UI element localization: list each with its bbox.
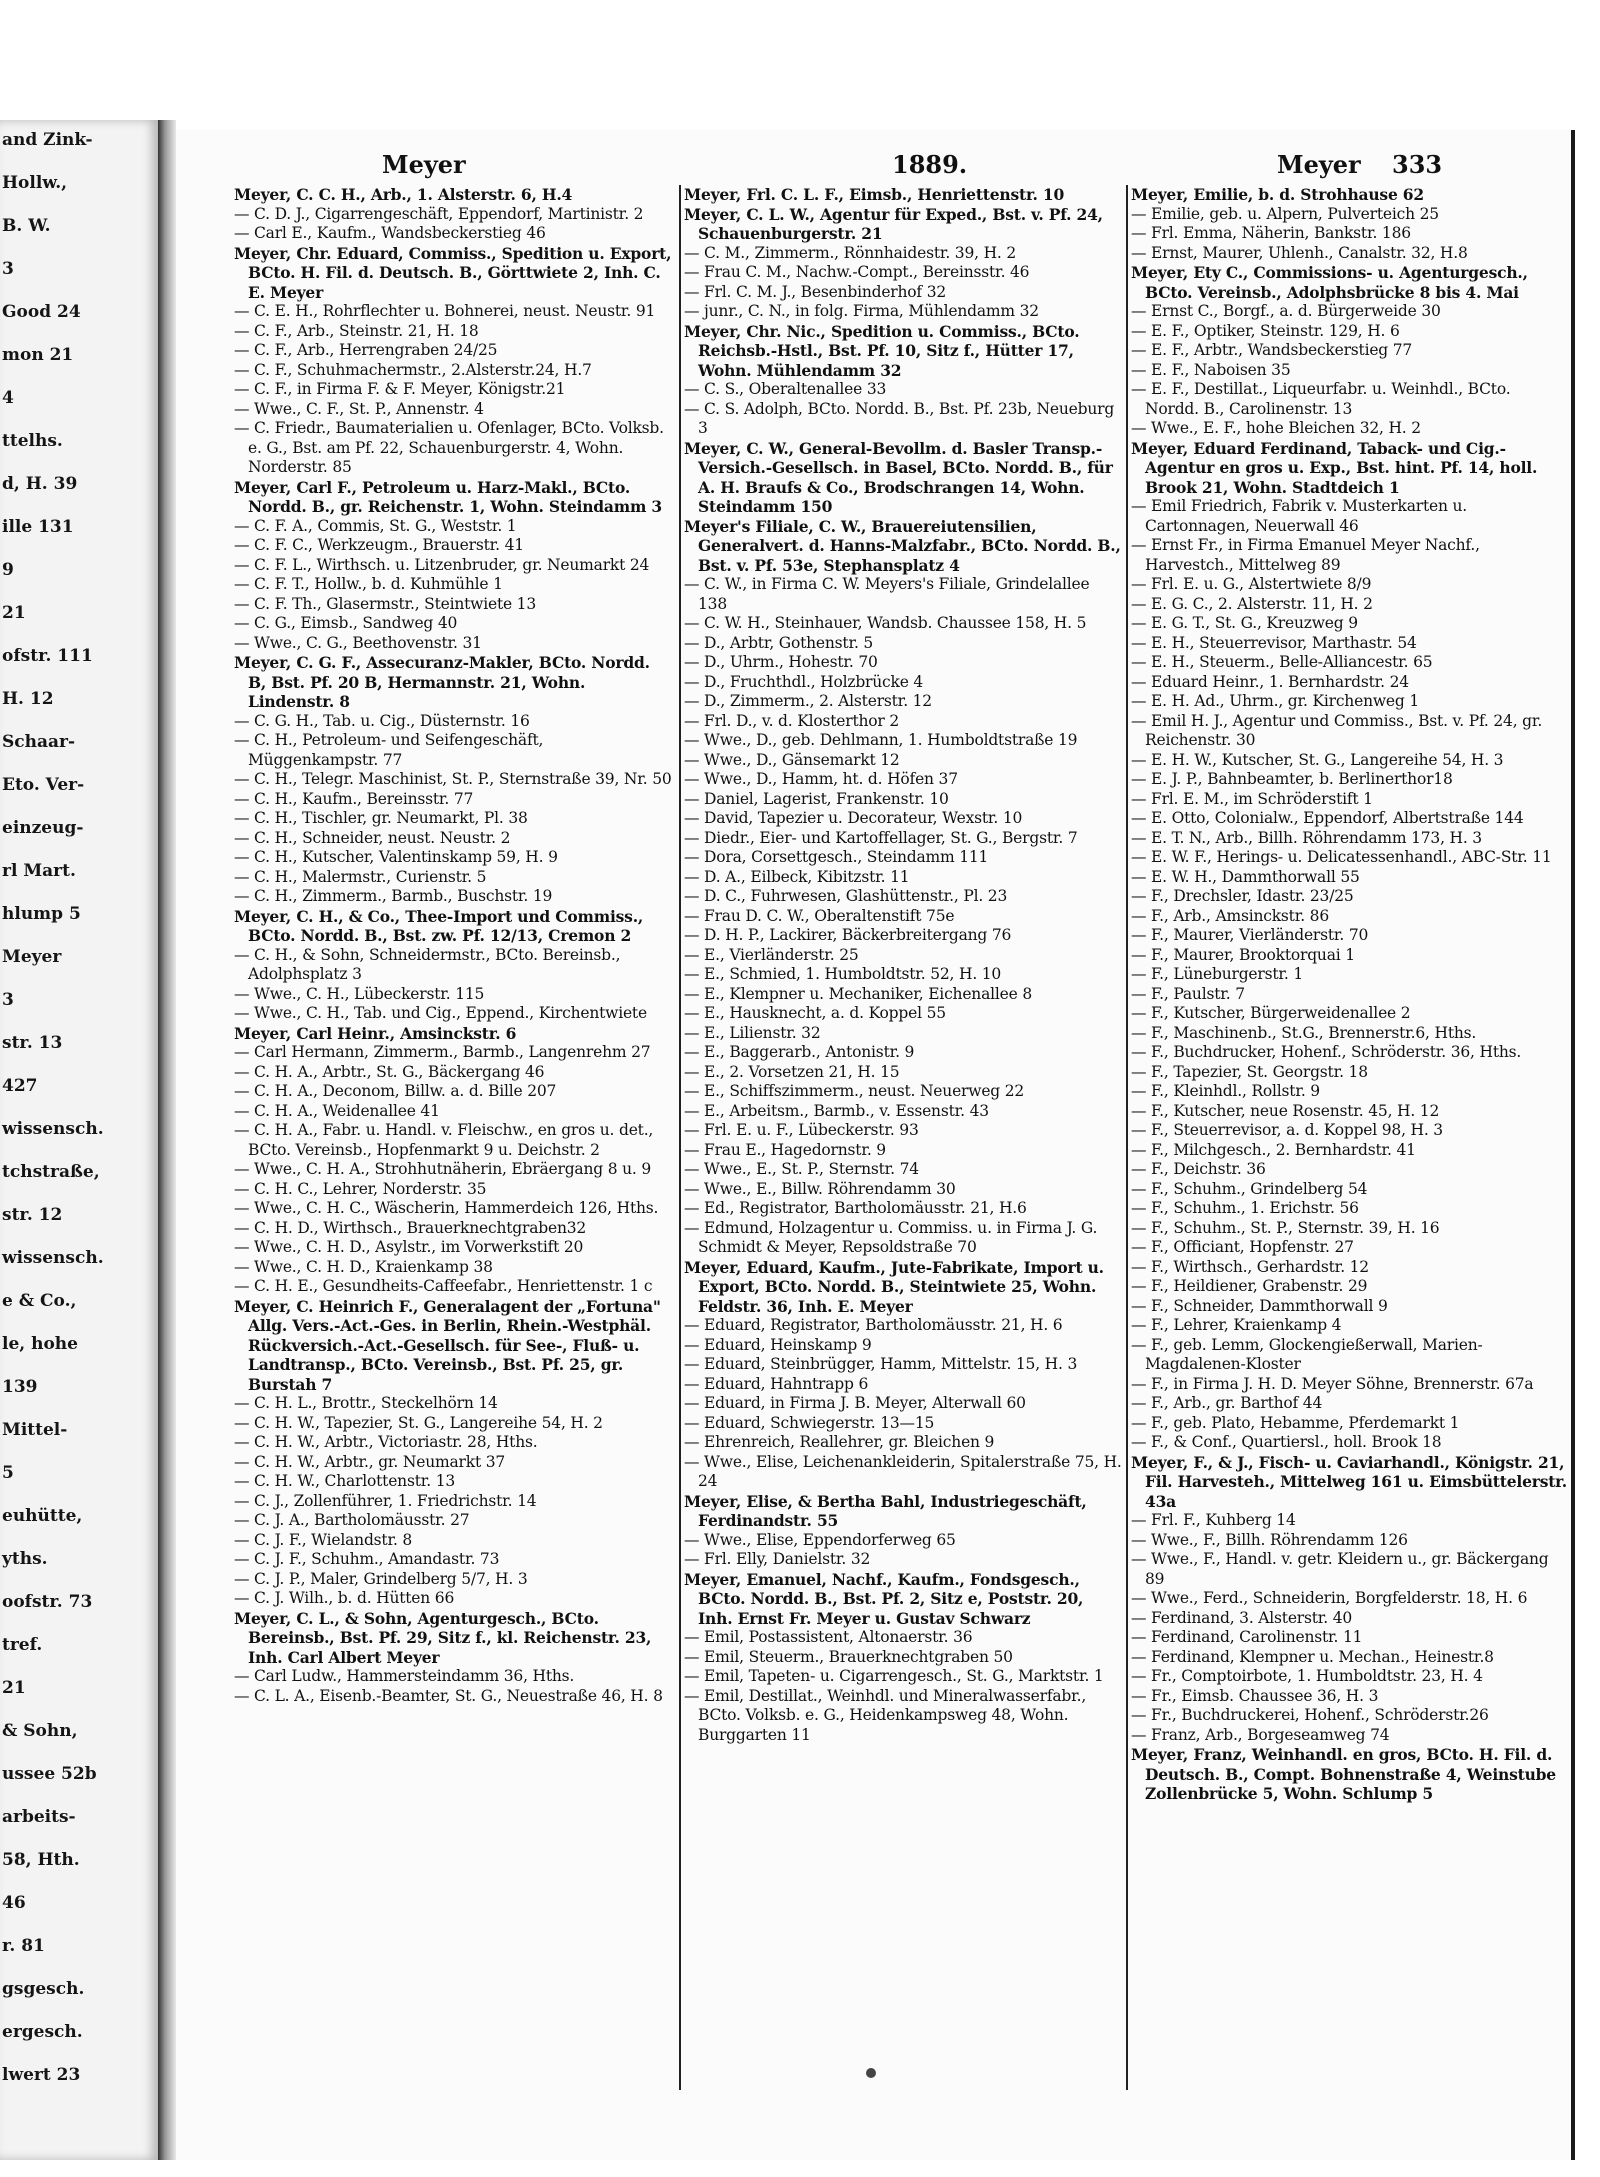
directory-entry: — E. H. W., Kutscher, St. G., Langereihe 54, H. 3 [1131,750,1504,769]
directory-entry: — C. J. F., Schuhm., Amandastr. 73 [234,1550,500,1568]
left-page-text-fragment: Meyer [2,947,62,967]
directory-entry: — Frl. D., v. d. Klosterthor 2 [684,711,899,730]
left-page-text-fragment: 4 [2,388,14,408]
entries-column-1 [234,185,672,1706]
directory-entry: — E., Hausknecht, a. d. Koppel 55 [684,1004,946,1022]
directory-entry: — C. J., Zollenführer, 1. Friedrichstr. 14 [234,1491,537,1510]
directory-entry: — F., Milchgesch., 2. Bernhardstr. 41 [1131,1140,1416,1159]
directory-entry: — C. H. W., Arbtr., gr. Neumarkt 37 [234,1452,506,1471]
directory-entry: — E. F., Naboisen 35 [1131,360,1291,379]
directory-entry: — D., Fruchthdl., Holzbrücke 4 [684,672,924,691]
directory-entry: — C. J. F., Wielandstr. 8 [234,1530,413,1549]
directory-entry: — Fr., Eimsb. Chaussee 36, H. 3 [1131,1686,1379,1705]
directory-entry: — C. S. Adolph, BCto. Nordd. B., Bst. Pf. 23b, Neueburg 3 [684,399,1115,437]
directory-entry: — C. F. T., Hollw., b. d. Kuhmühle 1 [234,575,503,593]
directory-entry: — E., Lilienstr. 32 [684,1023,821,1042]
left-page-text-fragment: gsgesch. [2,1979,85,1999]
running-head-right: Meyer [1277,150,1361,179]
directory-entry: — Frl. Elly, Danielstr. 32 [684,1550,871,1568]
directory-entry: — Wwe., C. H. C., Wäscherin, Hammerdeich 126, Hths. [234,1199,659,1217]
directory-entry-head: Meyer, Ety C., Commissions- u. Agenturgesch., BCto. Vereinsb., Adolphsbrücke 8 bis 4. Mai [1131,263,1528,302]
left-page-text-fragment: e & Co., [2,1291,77,1311]
directory-entry: — C. H. D., Wirthsch., Brauerknechtgraben32 [234,1218,587,1237]
directory-entry: — Emil Friedrich, Fabrik v. Musterkarten u. Cartonnagen, Neuerwall 46 [1131,497,1467,535]
directory-entry: — E., Schmied, 1. Humboldtstr. 52, H. 10 [684,965,1002,983]
directory-entry: — D. A., Eilbeck, Kibitzstr. 11 [684,867,910,886]
column-divider [1126,185,1128,2090]
left-page-text-fragment: d, H. 39 [2,474,78,494]
directory-entry: — Ehrenreich, Reallehrer, gr. Bleichen 9 [684,1433,995,1451]
directory-entry: — E., 2. Vorsetzen 21, H. 15 [684,1062,900,1081]
directory-entry: — Wwe., F., Billh. Röhrendamm 126 [1131,1530,1408,1549]
left-page-text-fragment: euhütte, [2,1506,83,1526]
directory-entry: — junr., C. N., in folg. Firma, Mühlendamm 32 [684,302,1039,320]
directory-entry: — Wwe., D., Hamm, ht. d. Höfen 37 [684,770,958,788]
left-page-text-fragment: Schaar- [2,732,76,752]
directory-entry: — Ferdinand, Klempner u. Mechan., Heinestr.8 [1131,1647,1494,1666]
directory-entry: — Eduard, Schwiegerstr. 13—15 [684,1413,935,1432]
directory-entry: — Carl Hermann, Zimmerm., Barmb., Langenrehm 27 [234,1043,651,1061]
left-page-text-fragment: wissensch. [2,1248,104,1268]
left-page-text-fragment: arbeits- [2,1807,76,1827]
left-page-text-fragment: ergesch. [2,2022,83,2042]
directory-entry: — Wwe., Elise, Leichenankleiderin, Spitalerstraße 75, H. 24 [684,1452,1122,1490]
directory-entry: — Emilie, geb. u. Alpern, Pulverteich 25 [1131,204,1439,223]
directory-entry: — F., Arb., Amsinckstr. 86 [1131,906,1329,925]
directory-entry: — F., Schneider, Dammthorwall 9 [1131,1296,1388,1315]
directory-entry: — D., Uhrm., Hohestr. 70 [684,653,878,671]
directory-entry: — Frl. E. u. G., Alstertwiete 8/9 [1131,575,1372,593]
directory-entry: — C. F. C., Werkzeugm., Brauerstr. 41 [234,536,524,554]
directory-entry: — E. F., Arbtr., Wandsbeckerstieg 77 [1131,341,1413,359]
left-page-text-fragment: le, hohe [2,1334,78,1354]
directory-entry: — Ferdinand, 3. Alsterstr. 40 [1131,1608,1353,1627]
directory-entry: — F., Paulstr. 7 [1131,984,1245,1003]
directory-entry: — F., Maurer, Brooktorquai 1 [1131,945,1355,964]
directory-entry: — Wwe., D., geb. Dehlmann, 1. Humboldtstraße 19 [684,731,1078,749]
directory-entry: — Carl E., Kaufm., Wandsbeckerstieg 46 [234,224,546,242]
directory-entry: — D., Zimmerm., 2. Alsterstr. 12 [684,692,932,710]
directory-entry: — Ferdinand, Carolinenstr. 11 [1131,1628,1363,1646]
directory-entry: — E., Klempner u. Mechaniker, Eichenallee 8 [684,984,1032,1003]
directory-entry: — F., Drechsler, Idastr. 23/25 [1131,887,1354,905]
directory-entry: — F., geb. Lemm, Glockengießerwall, Marien-Magdalenen-Kloster [1131,1335,1483,1373]
left-page-text-fragment: r. 81 [2,1936,45,1956]
directory-entry: — F., Wirthsch., Gerhardstr. 12 [1131,1257,1369,1276]
directory-entry-head: Meyer, Frl. C. L. F., Eimsb., Henriettenstr. 10 [684,185,1065,204]
running-head-left: Meyer [382,150,466,179]
directory-entry: — Ed., Registrator, Bartholomäusstr. 21, H.6 [684,1199,1027,1217]
directory-entry: — C. F. Th., Glasermstr., Steintwiete 13 [234,594,537,613]
left-page-text-fragment: einzeug- [2,818,84,838]
left-page-text-fragment: B. W. [2,216,51,236]
left-page-text-fragment: 427 [2,1076,38,1096]
directory-entry-head: Meyer, Emilie, b. d. Strohhause 62 [1131,185,1424,204]
directory-entry-head: Meyer, F., & J., Fisch- u. Caviarhandl., Königstr. 21, Fil. Harvesteh., Mittelweg 161 u. Eimsbüttelerstr. 43a [1131,1452,1567,1511]
directory-entry: — Wwe., C. H., Lübeckerstr. 115 [234,984,485,1003]
directory-entry: — C. F., Schuhmachermstr., 2.Alsterstr.24, H.7 [234,360,592,379]
directory-entry: — David, Tapezier u. Decorateur, Wexstr. 10 [684,809,1023,827]
left-page-text-fragment: Eto. Ver- [2,775,85,795]
year-heading: 1889. [892,150,968,179]
directory-entry: — Emil, Tapeten- u. Cigarrengesch., St. G., Marktstr. 1 [684,1667,1104,1685]
directory-entry: — C. H. L., Brottr., Steckelhörn 14 [234,1394,498,1412]
directory-entry: — F., Kutscher, Bürgerweidenallee 2 [1131,1004,1411,1022]
directory-entry: — Wwe., C. H. A., Strohhutnäherin, Ebräergang 8 u. 9 [234,1160,651,1178]
directory-entry-head: Meyer, Emanuel, Nachf., Kaufm., Fondsgesch., BCto. Nordd. B., Bst. Pf. 2, Sitz e, Poststr. 20, Inh. Ernst Fr. Meyer u. Gustav Schwarz [684,1569,1084,1628]
directory-entry: — F., Heildiener, Grabenstr. 29 [1131,1277,1368,1295]
left-page-text-fragment: lwert 23 [2,2065,81,2085]
directory-entry: — D. C., Fuhrwesen, Glashüttenstr., Pl. 23 [684,887,1008,905]
left-page-text-fragment: Good 24 [2,302,81,322]
directory-entry: — C. G. H., Tab. u. Cig., Düsternstr. 16 [234,711,530,730]
directory-entry-head: Meyer, C. C. H., Arb., 1. Alsterstr. 6, H.4 [234,185,573,204]
directory-entry-head: Meyer, Elise, & Bertha Bahl, Industriegeschäft, Ferdinandstr. 55 [684,1491,1087,1530]
directory-entry: — Wwe., Elise, Eppendorferweg 65 [684,1530,956,1549]
directory-entry: — C. H., Telegr. Maschinist, St. P., Sternstraße 39, Nr. 50 [234,770,672,788]
left-page-text-fragment: oofstr. 73 [2,1592,93,1612]
left-page-text-fragment: 58, Hth. [2,1850,80,1870]
directory-entry: — F., Schuhm., 1. Erichstr. 56 [1131,1199,1359,1217]
directory-entry: — Ernst, Maurer, Uhlenh., Canalstr. 32, H.8 [1131,243,1468,262]
directory-page [176,130,1575,2160]
directory-entry: — Frl. Emma, Näherin, Bankstr. 186 [1131,224,1411,242]
directory-entry: — Eduard, Steinbrügger, Hamm, Mittelstr. 15, H. 3 [684,1355,1078,1373]
directory-entry: — F., Maschinenb., St.G., Brennerstr.6, Hths. [1131,1023,1477,1042]
directory-entry: — Wwe., C. F., St. P., Annenstr. 4 [234,399,484,418]
left-page-text-fragment: H. 12 [2,689,54,709]
directory-entry: — Frau D. C. W., Oberaltenstift 75e [684,906,955,925]
left-page-text-fragment: 21 [2,603,26,623]
directory-entry: — C. M., Zimmerm., Rönnhaidestr. 39, H. 2 [684,243,1017,262]
directory-entry: — C. H., Tischler, gr. Neumarkt, Pl. 38 [234,809,528,827]
directory-entry: — Carl Ludw., Hammersteindamm 36, Hths. [234,1667,575,1685]
directory-entry: — C. W., in Firma C. W. Meyers's Filiale, Grindelallee 138 [684,575,1090,613]
directory-entry: — C. H., Kutscher, Valentinskamp 59, H. 9 [234,848,558,866]
directory-entry: — E. H., Steuerrevisor, Marthastr. 54 [1131,633,1417,652]
directory-entry: — Eduard, Hahntrapp 6 [684,1374,869,1393]
directory-entry: — Emil, Destillat., Weinhdl. und Mineralwasserfabr., BCto. Volksb. e. G., Heidenkampsweg 48, Wohn. Burggarten 11 [684,1686,1087,1744]
directory-entry: — Wwe., F., Handl. v. getr. Kleidern u., gr. Bäckergang 89 [1131,1550,1549,1588]
directory-entry: — Wwe., C. H. D., Asylstr., im Vorwerkstift 20 [234,1238,584,1256]
directory-entry: — C. H., Kaufm., Bereinsstr. 77 [234,789,474,808]
directory-entry: — Eduard, Heinskamp 9 [684,1335,872,1354]
directory-entry: — Dora, Corsettgesch., Steindamm 111 [684,848,989,866]
left-page-text-fragment: Hollw., [2,173,68,193]
directory-entry: — F., Officiant, Hopfenstr. 27 [1131,1238,1354,1256]
left-page-text-fragment: hlump 5 [2,904,81,924]
directory-entry: — E. Otto, Colonialw., Eppendorf, Albertstraße 144 [1131,809,1524,827]
directory-entry: — Wwe., D., Gänsemarkt 12 [684,750,900,769]
page-number: 333 [1392,150,1443,179]
left-page-text-fragment: and Zink- [2,130,93,150]
directory-entry: — F., Buchdrucker, Hohenf., Schröderstr. 36, Hths. [1131,1043,1522,1061]
directory-entry: — C. H. W., Charlottenstr. 13 [234,1472,456,1490]
directory-entry: — C. H., & Sohn, Schneidermstr., BCto. Bereinsb., Adolphsplatz 3 [234,945,621,983]
directory-entry: — D., Arbtr, Gothenstr. 5 [684,633,874,652]
directory-entry: — C. S., Oberaltenallee 33 [684,380,887,398]
directory-entry-head: Meyer, Chr. Nic., Spedition u. Commiss., BCto. Reichsb.-Hstl., Bst. Pf. 10, Sitz f., Hütter 17, Wohn. Mühlendamm 32 [684,321,1080,380]
directory-entry: — Edmund, Holzagentur u. Commiss. u. in Firma J. G. Schmidt & Meyer, Repsoldstraße 70 [684,1218,1098,1256]
left-page-text-fragment: 46 [2,1893,26,1913]
directory-entry: — F., Schuhm., Grindelberg 54 [1131,1179,1368,1198]
directory-entry: — E. T. N., Arb., Billh. Röhrendamm 173, H. 3 [1131,828,1482,847]
left-page-text-fragment: str. 13 [2,1033,63,1053]
directory-entry: — F., Maurer, Vierländerstr. 70 [1131,926,1369,944]
page-header [232,150,1572,180]
left-page-text-fragment: rl Mart. [2,861,76,881]
left-page-fragment [0,120,161,2160]
directory-entry: — Wwe., E. F., hohe Bleichen 32, H. 2 [1131,419,1421,437]
directory-entry: — C. L. A., Eisenb.-Beamter, St. G., Neuestraße 46, H. 8 [234,1686,663,1705]
book-gutter [158,120,176,2160]
directory-entry: — E. J. P., Bahnbeamter, b. Berlinerthor18 [1131,770,1453,788]
directory-entry: — E. W. H., Dammthorwall 55 [1131,867,1360,886]
directory-entry: — C. H., Zimmerm., Barmb., Buschstr. 19 [234,887,553,905]
directory-entry: — F., Kutscher, neue Rosenstr. 45, H. 12 [1131,1101,1440,1120]
directory-entry: — C. J. A., Bartholomäusstr. 27 [234,1511,470,1529]
directory-entry-head: Meyer, C. H., & Co., Thee-Import und Commiss., BCto. Nordd. B., Bst. zw. Pf. 12/13, Cremon 2 [234,906,644,945]
directory-entry: — F., Deichstr. 36 [1131,1160,1266,1178]
directory-entry: — C. E. H., Rohrflechter u. Bohnerei, neust. Neustr. 91 [234,302,656,320]
column-divider [679,185,681,2090]
directory-entry: — Wwe., Ferd., Schneiderin, Borgfelderstr. 18, H. 6 [1131,1589,1528,1607]
directory-entry: — F., geb. Plato, Hebamme, Pferdemarkt 1 [1131,1413,1460,1432]
directory-entry: — Wwe., C. G., Beethovenstr. 31 [234,633,482,652]
directory-entry: — E. H., Steuerm., Belle-Alliancestr. 65 [1131,653,1433,671]
directory-entry: — Eduard, in Firma J. B. Meyer, Alterwall 60 [684,1394,1026,1412]
directory-entry: — Eduard, Registrator, Bartholomäusstr. 21, H. 6 [684,1316,1063,1334]
directory-entry: — Eduard Heinr., 1. Bernhardstr. 24 [1131,672,1409,691]
directory-entry: — D. H. P., Lackirer, Bäckerbreitergang 76 [684,926,1012,944]
directory-entry: — C. H. C., Lehrer, Norderstr. 35 [234,1179,487,1198]
left-page-text-fragment: ofstr. 111 [2,646,93,666]
entries-column-2 [684,185,1122,1745]
left-page-text-fragment: str. 12 [2,1205,63,1225]
directory-entry-head: Meyer, C. G. F., Assecuranz-Makler, BCto. Nordd. B, Bst. Pf. 20 B, Hermannstr. 21, Wohn. Lindenstr. 8 [234,653,650,711]
entries-column-3 [1131,185,1569,1804]
directory-entry: — Wwe., E., St. P., Sternstr. 74 [684,1160,919,1178]
directory-entry: — C. H., Petroleum- und Seifengeschäft, Müggenkampstr. 77 [234,731,544,769]
directory-entry: — C. H. A., Weidenallee 41 [234,1101,440,1120]
directory-entry: — C. Friedr., Baumaterialien u. Ofenlager, BCto. Volksb. e. G., Bst. am Pf. 22, Schauenburgerstr. 4, Wohn. Norderstr. 85 [234,419,664,476]
directory-entry: — C. G., Eimsb., Sandweg 40 [234,614,458,632]
directory-entry: — Fr., Comptoirbote, 1. Humboldtstr. 23, H. 4 [1131,1667,1483,1685]
directory-entry-head: Meyer, Chr. Eduard, Commiss., Spedition u. Export, BCto. H. Fil. d. Deutsch. B., Görttwiete 2, Inh. C. E. Meyer [234,243,672,302]
directory-entry-head: Meyer, Franz, Weinhandl. en gros, BCto. H. Fil. d. Deutsch. B., Compt. Bohnenstraße 4, Weinstube Zollenbrücke 5, Wohn. Schlump 5 [1131,1745,1556,1803]
directory-entry: — F., in Firma J. H. D. Meyer Söhne, Brennerstr. 67a [1131,1374,1534,1393]
directory-entry: — E., Arbeitsm., Barmb., v. Essenstr. 43 [684,1101,989,1120]
directory-entry: — Wwe., C. H. D., Kraienkamp 38 [234,1257,493,1276]
left-page-text-fragment: yths. [2,1549,48,1569]
directory-entry: — C. W. H., Steinhauer, Wandsb. Chaussee 158, H. 5 [684,614,1087,632]
directory-entry: — F., Steuerrevisor, a. d. Koppel 98, H. 3 [1131,1121,1443,1139]
directory-entry: — C. F., Arb., Herrengraben 24/25 [234,341,498,359]
directory-entry-head: Meyer, C. W., General-Bevollm. d. Basler Transp.-Versich.-Gesellsch. in Basel, BCto. Nordd. B., für A. H. Braufs & Co., Brodschrangen 14, Wohn. Steindamm 150 [684,438,1113,516]
directory-entry: — Frl. F., Kuhberg 14 [1131,1511,1296,1529]
directory-entry: — Frau E., Hagedornstr. 9 [684,1140,886,1159]
directory-entry: — F., Tapezier, St. Georgstr. 18 [1131,1062,1368,1081]
directory-entry: — Frl. E. M., im Schröderstift 1 [1131,789,1373,808]
directory-entry-head: Meyer, Eduard Ferdinand, Taback- und Cig.-Agentur en gros u. Exp., Bst. hint. Pf. 14, holl. Brook 21, Wohn. Stadtdeich 1 [1131,438,1538,497]
left-page-text-fragment: Mittel- [2,1420,68,1440]
directory-entry-head: Meyer, C. L. W., Agentur für Exped., Bst. v. Pf. 24, Schauenburgerstr. 21 [684,204,1103,243]
left-page-text-fragment: 9 [2,560,14,580]
directory-entry-head: Meyer's Filiale, C. W., Brauereiutensilien, Generalvert. d. Hanns-Malzfabr., BCto. Nordd. B., Bst. v. Pf. 53e, Stephansplatz 4 [684,516,1121,575]
directory-entry: — E., Baggerarb., Antonistr. 9 [684,1043,915,1061]
directory-entry: — F., Kleinhdl., Rollstr. 9 [1131,1082,1320,1100]
directory-entry: — Ernst C., Borgf., a. d. Bürgerweide 30 [1131,302,1441,320]
directory-entry: — C. J. Wilh., b. d. Hütten 66 [234,1589,455,1607]
directory-entry: — E. F., Destillat., Liqueurfabr. u. Weinhdl., BCto. Nordd. B., Carolinenstr. 13 [1131,380,1511,418]
directory-entry: — C. F., in Firma F. & F. Meyer, Königstr.21 [234,380,566,398]
directory-entry-head: Meyer, Eduard, Kaufm., Jute-Fabrikate, Import u. Export, BCto. Nordd. B., Steintwiete 25, Wohn. Feldstr. 36, Inh. E. Meyer [684,1257,1104,1316]
directory-entry: — Daniel, Lagerist, Frankenstr. 10 [684,789,949,808]
directory-entry-head: Meyer, C. L., & Sohn, Agenturgesch., BCto. Bereinsb., Bst. Pf. 29, Sitz f., kl. Reichenstr. 23, Inh. Carl Albert Meyer [234,1608,652,1667]
directory-entry: — C. D. J., Cigarrengeschäft, Eppendorf, Martinistr. 2 [234,204,644,223]
left-page-text-fragment: mon 21 [2,345,74,365]
directory-entry: — Emil, Steuerm., Brauerknechtgraben 50 [684,1647,1013,1666]
left-page-text-fragment: ille 131 [2,517,74,537]
directory-entry-head: Meyer, Carl F., Petroleum u. Harz-Makl., BCto. Nordd. B., gr. Reichenstr. 1, Wohn. Steindamm 3 [234,477,662,516]
left-page-text-fragment: ttelhs. [2,431,63,451]
left-page-text-fragment: ussee 52b [2,1764,97,1784]
directory-entry: — F., Lüneburgerstr. 1 [1131,965,1304,983]
directory-entry: — Frl. C. M. J., Besenbinderhof 32 [684,282,947,301]
directory-entry: — C. H. A., Arbtr., St. G., Bäckergang 46 [234,1062,545,1081]
directory-entry: — Frl. E. u. F., Lübeckerstr. 93 [684,1121,919,1139]
left-page-text-fragment: tchstraße, [2,1162,100,1182]
directory-entry: — Wwe., C. H., Tab. und Cig., Eppend., Kirchentwiete [234,1004,647,1022]
left-page-text-fragment: 21 [2,1678,26,1698]
directory-entry: — F., Lehrer, Kraienkamp 4 [1131,1316,1342,1334]
directory-entry: — F., Arb., gr. Barthof 44 [1131,1394,1323,1412]
directory-entry: — Diedr., Eier- und Kartoffellager, St. G., Bergstr. 7 [684,828,1078,847]
ink-speck [866,2068,876,2078]
left-page-text-fragment: 3 [2,259,14,279]
directory-entry: — Emil H. J., Agentur und Commiss., Bst. v. Pf. 24, gr. Reichenstr. 30 [1131,711,1543,749]
directory-entry: — Frau C. M., Nachw.-Compt., Bereinsstr. 46 [684,263,1030,281]
directory-entry: — E. G. T., St. G., Kreuzweg 9 [1131,614,1358,632]
left-page-text-fragment: 5 [2,1463,14,1483]
directory-entry-head: Meyer, Carl Heinr., Amsinckstr. 6 [234,1023,517,1043]
directory-entry: — F., & Conf., Quartiersl., holl. Brook 18 [1131,1433,1442,1451]
directory-entry: — Franz, Arb., Borgeseamweg 74 [1131,1725,1390,1744]
directory-entry: — Fr., Buchdruckerei, Hohenf., Schröderstr.26 [1131,1706,1489,1724]
directory-entry: — E. F., Optiker, Steinstr. 129, H. 6 [1131,321,1400,340]
directory-entry: — E. H. Ad., Uhrm., gr. Kirchenweg 1 [1131,692,1419,710]
directory-entry: — E. G. C., 2. Alsterstr. 11, H. 2 [1131,594,1373,613]
directory-entry: — C. F., Arb., Steinstr. 21, H. 18 [234,321,479,340]
directory-entry: — C. H. W., Arbtr., Victoriastr. 28, Hths. [234,1433,538,1451]
directory-entry: — C. F. L., Wirthsch. u. Litzenbruder, gr. Neumarkt 24 [234,555,650,574]
directory-entry: — C. H. A., Fabr. u. Handl. v. Fleischw., en gros u. det., BCto. Vereinsb., Hopfenmarkt 9 u. Deichstr. 2 [234,1121,654,1159]
directory-entry: — Ernst Fr., in Firma Emanuel Meyer Nachf., Harvestch., Mittelweg 89 [1131,536,1480,574]
directory-entry: — E., Vierländerstr. 25 [684,945,859,964]
left-page-text-fragment: 139 [2,1377,38,1397]
directory-entry: — E., Schiffszimmerm., neust. Neuerweg 22 [684,1082,1025,1100]
directory-entry: — C. H., Schneider, neust. Neustr. 2 [234,828,511,847]
directory-entry: — Emil, Postassistent, Altonaerstr. 36 [684,1628,973,1646]
directory-entry: — C. H. E., Gesundheits-Caffeefabr., Henriettenstr. 1 c [234,1277,653,1295]
directory-entry: — E. W. F., Herings- u. Delicatessenhandl., ABC-Str. 11 [1131,848,1552,866]
directory-entry: — C. H. W., Tapezier, St. G., Langereihe 54, H. 2 [234,1413,603,1432]
directory-entry: — C. J. P., Maler, Grindelberg 5/7, H. 3 [234,1569,528,1588]
left-page-text-fragment: wissensch. [2,1119,104,1139]
left-page-text-fragment: & Sohn, [2,1721,78,1741]
left-page-text-fragment: tref. [2,1635,43,1655]
directory-entry: — Wwe., E., Billw. Röhrendamm 30 [684,1179,956,1198]
directory-entry: — F., Schuhm., St. P., Sternstr. 39, H. 16 [1131,1218,1440,1237]
directory-entry-head: Meyer, C. Heinrich F., Generalagent der „Fortuna" Allg. Vers.-Act.-Ges. in Berlin, Rhein.-Westphäl. Rückversich.-Act.-Gesellsch. für See-, Fluß- u. Landtransp., BCto. Vereinsb., Bst. Pf. 25, gr. Burstah 7 [234,1296,661,1394]
directory-entry: — C. H. A., Deconom, Billw. a. d. Bille 207 [234,1082,557,1100]
directory-entry: — C. F. A., Commis, St. G., Weststr. 1 [234,516,517,535]
directory-entry: — C. H., Malermstr., Curienstr. 5 [234,867,487,886]
left-page-text-fragment: 3 [2,990,14,1010]
